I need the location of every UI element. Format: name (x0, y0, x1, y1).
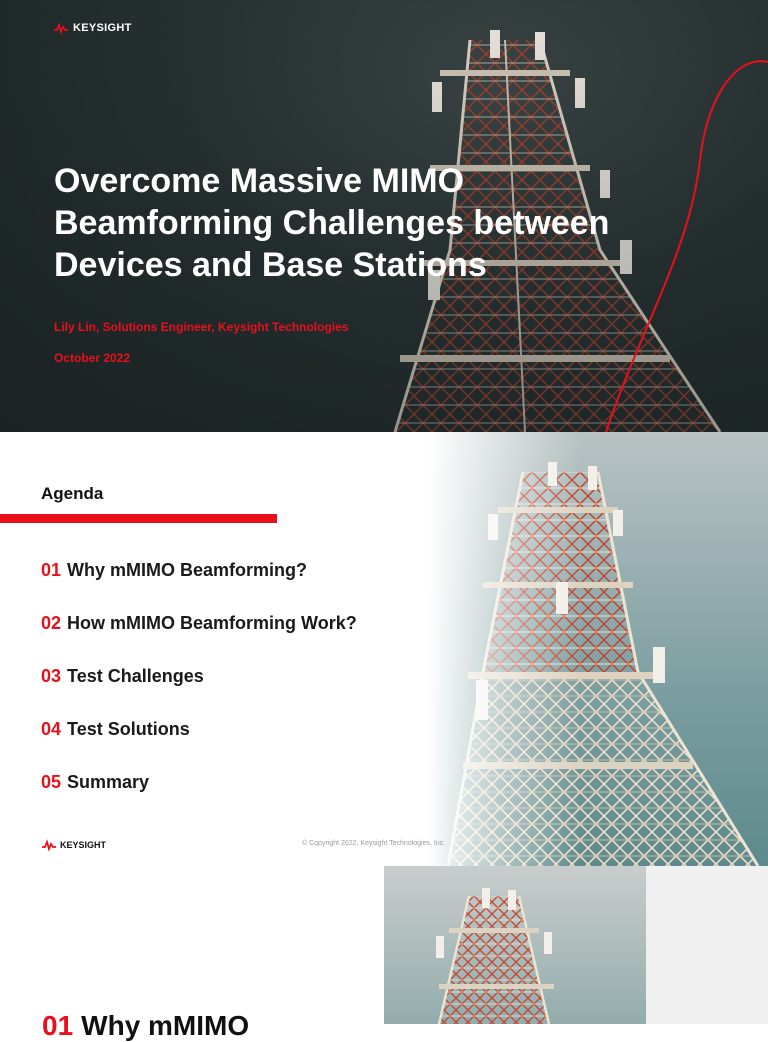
section-slide (0, 866, 768, 1041)
agenda-item-label: Test Solutions (67, 719, 190, 739)
agenda-list (41, 558, 357, 823)
agenda-item-number: 02 (41, 613, 62, 633)
title-slide (0, 0, 768, 432)
agenda-item (41, 611, 357, 664)
presenter-line: Lily Lin, Solutions Engineer, Keysight Technologies (54, 320, 349, 334)
agenda-item-label: How mMIMO Beamforming Work? (67, 613, 357, 633)
agenda-item (41, 770, 357, 823)
agenda-item (41, 558, 357, 611)
presentation-title (54, 160, 714, 286)
keysight-wave-icon (42, 841, 56, 850)
cell-tower-image (428, 432, 768, 866)
footer-logo-text: KEYSIGHT (60, 840, 107, 850)
agenda-item-label: Summary (67, 772, 150, 792)
section-title: Why mMIMO (81, 1010, 250, 1041)
title-line: Devices and Base Stations (54, 246, 487, 284)
agenda-slide (0, 432, 768, 866)
agenda-item-number: 04 (41, 719, 62, 739)
agenda-item-number: 03 (41, 666, 62, 686)
title-line: Beamforming Challenges between (54, 204, 610, 242)
agenda-item-label: Test Challenges (67, 666, 204, 686)
keysight-wave-icon (54, 24, 68, 33)
agenda-item-label: Why mMIMO Beamforming? (67, 560, 308, 580)
section-number: 01 (42, 1010, 74, 1041)
agenda-item-number: 05 (41, 772, 62, 792)
section-heading (42, 1010, 249, 1042)
accent-bar (0, 514, 277, 523)
agenda-item (41, 664, 357, 717)
title-line: Overcome Massive MIMO (54, 162, 465, 200)
agenda-heading: Agenda (41, 484, 104, 503)
footer-keysight-logo (42, 840, 106, 850)
agenda-item-number: 01 (41, 560, 62, 580)
agenda-item (41, 717, 357, 770)
presentation-date: October 2022 (54, 351, 131, 365)
tower-photo-graphic (384, 866, 646, 1024)
cell-tower-image (384, 866, 646, 1024)
grey-panel (646, 866, 768, 1024)
copyright-notice: © Copyright 2022, Keysight Technologies, Inc. (302, 840, 446, 847)
keysight-logo (54, 22, 132, 34)
logo-text: KEYSIGHT (73, 22, 132, 34)
